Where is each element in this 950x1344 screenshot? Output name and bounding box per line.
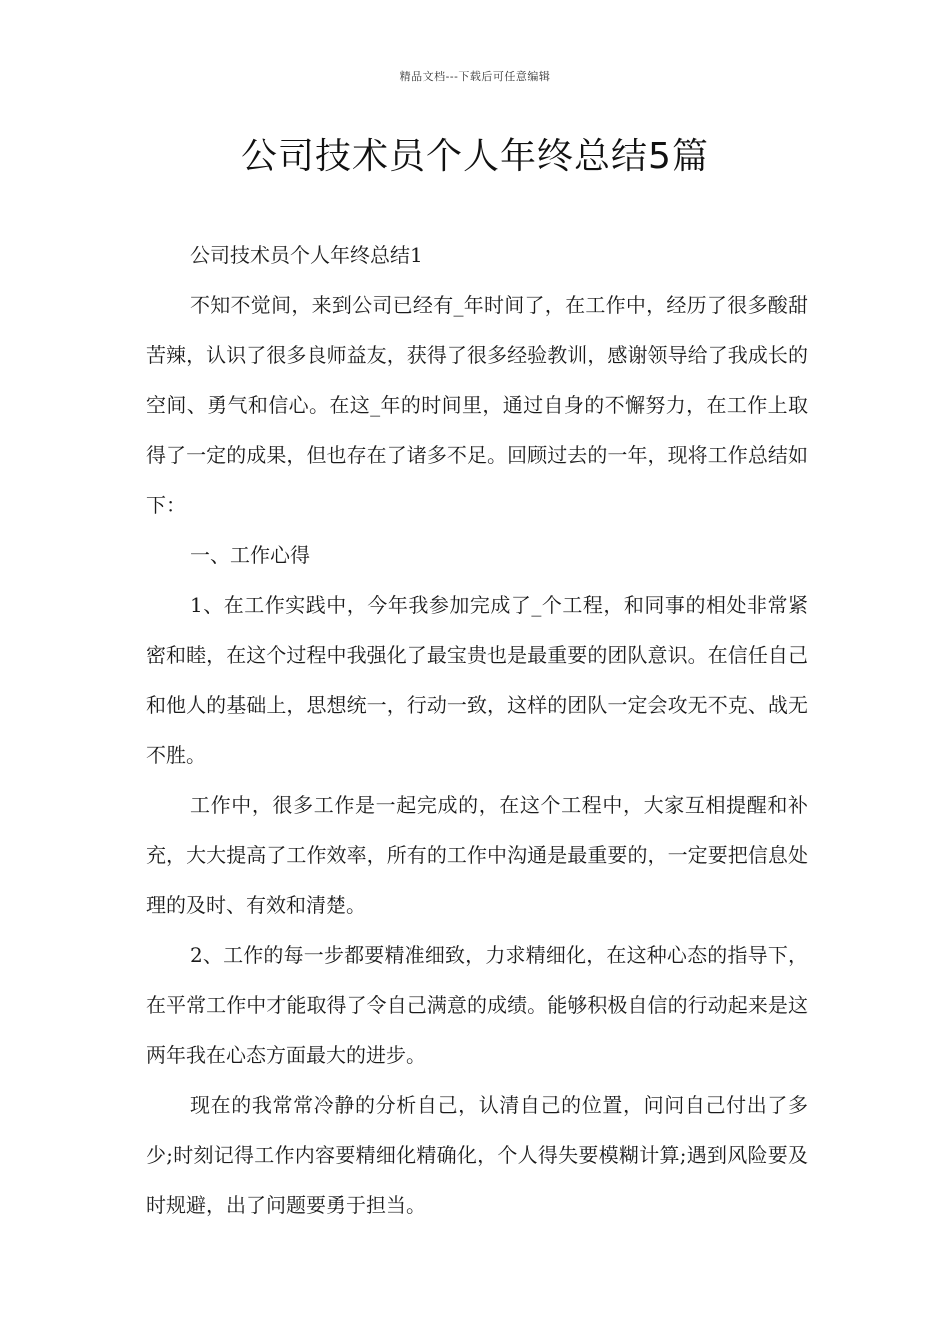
paragraph: 1、在工作实践中，今年我参加完成了_个工程，和同事的相处非常紧密和睦，在这个过程中我强化了最宝贵也是最重要的团队意识。在信任自己和他人的基础上，思想统一，行动一致，这样的团队一定会攻无不克、战无不胜。 [146, 593, 808, 767]
paragraph: 现在的我常常冷静的分析自己，认清自己的位置，问问自己付出了多少;时刻记得工作内容要精细化精确化，个人得失要模糊计算;遇到风险要及时规避，出了问题要勇于担当。 [146, 1093, 808, 1217]
document-title: 公司技术员个人年终总结5篇 [241, 136, 709, 177]
section-heading: 公司技术员个人年终总结1 [190, 243, 423, 267]
paragraph: 工作中，很多工作是一起完成的，在这个工程中，大家互相提醒和补充，大大提高了工作效率，所有的工作中沟通是最重要的，一定要把信息处理的及时、有效和清楚。 [146, 793, 808, 917]
paragraph: 2、工作的每一步都要精准细致，力求精细化，在这种心态的指导下，在平常工作中才能取得了令自己满意的成绩。能够积极自信的行动起来是这两年我在心态方面最大的进步。 [146, 943, 808, 1067]
subsection-heading: 一、工作心得 [190, 543, 310, 567]
paragraph: 不知不觉间，来到公司已经有_年时间了，在工作中，经历了很多酸甜苦辣，认识了很多良师益友，获得了很多经验教训，感谢领导给了我成长的空间、勇气和信心。在这_年的时间里，通过自身的不懈努力，在工作上取得了一定的成果，但也存在了诸多不足。回顾过去的一年，现将工作总结如下： [146, 293, 808, 517]
document-body [146, 230, 808, 1230]
header-note: 精品文档---下载后可任意编辑 [399, 70, 551, 83]
